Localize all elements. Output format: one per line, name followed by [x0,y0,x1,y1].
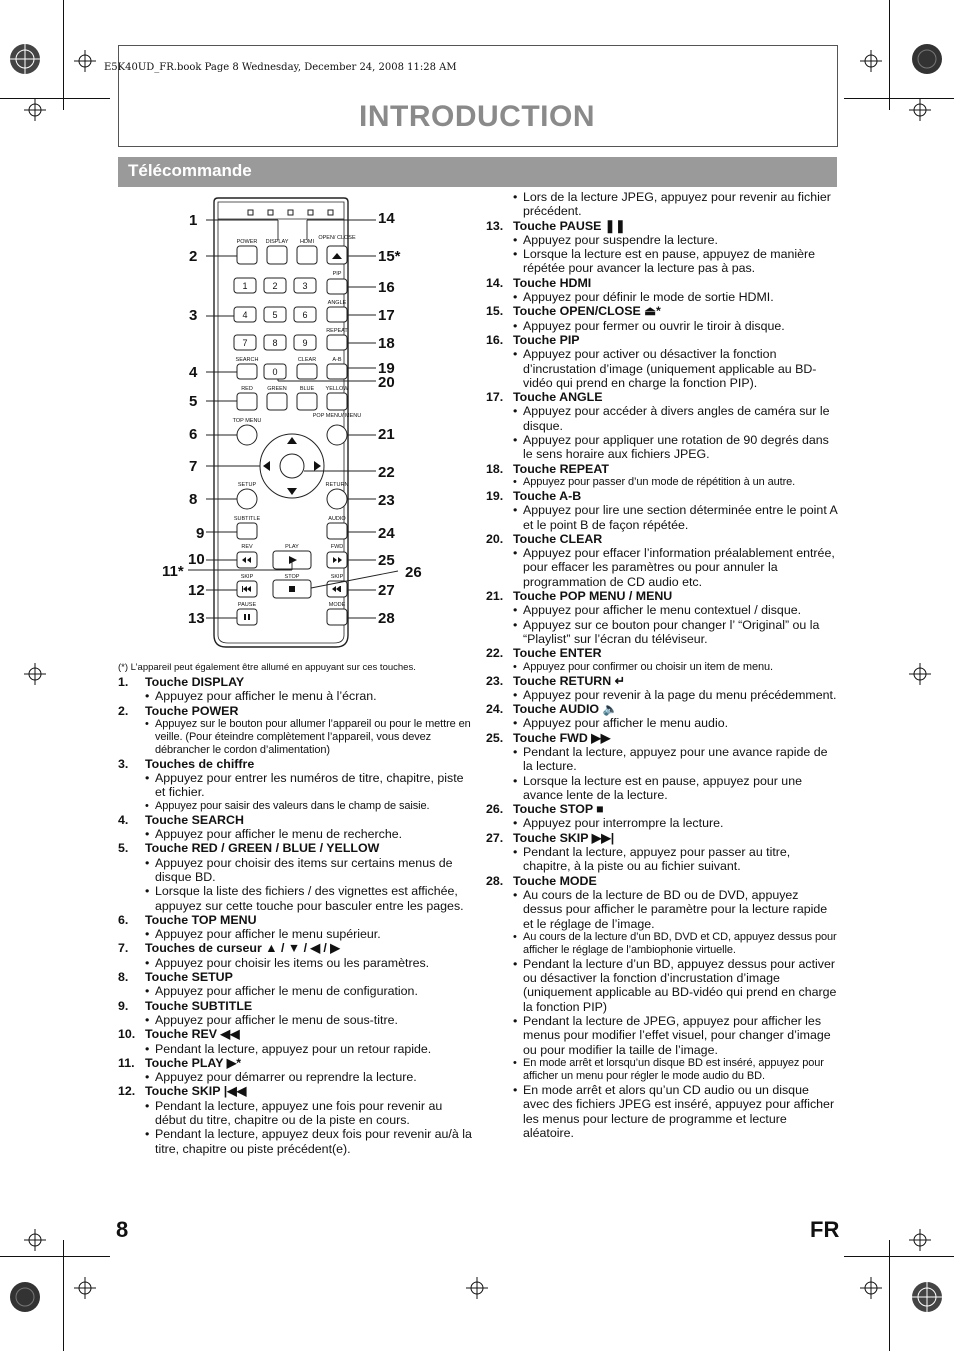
search-label: SEARCH [235,357,259,363]
crop-mark [844,1256,954,1257]
bullet-text: • Appuyez pour afficher le menu à l’écran. [145,689,473,703]
digit-1: 1 [242,281,248,291]
list-item [118,941,473,970]
item-title: Touches de chiffre [145,756,255,771]
list-item [118,841,473,912]
list-item [118,1027,473,1056]
section-title: Télécommande [128,161,252,180]
crosshair-mark-icon [860,1277,882,1299]
registration-target-icon [910,1280,944,1314]
list-item [118,813,473,842]
setup-label: SETUP [237,482,257,488]
item-number: 6. [118,912,129,927]
item-number: 3. [118,756,129,771]
left-column [118,675,473,1156]
top-menu-label: TOP MENU [232,418,262,424]
bullet-text: • Pendant la lecture, appuyez une fois pour revenir au début du titre, chapitre ou de la piste en cours. [145,1099,473,1128]
list-item [486,462,838,489]
bullet-text: • Appuyez pour afficher le menu contextuel / disque. [513,603,838,617]
bullet-text: • Appuyez pour choisir des items sur certains menus de disque BD. [145,856,473,885]
item-number: 21. [486,589,504,604]
list-item [486,304,838,333]
red-label: RED [241,386,253,392]
callout-left: 3 [189,307,198,324]
registration-target-icon [8,42,42,76]
callout-left: 12 [188,582,205,599]
list-item [118,999,473,1028]
digit-2: 2 [272,281,278,291]
item-heading [486,674,838,688]
list-item [486,831,838,874]
callout-right: 14 [378,210,395,227]
repeat-label: REPEAT [326,328,348,334]
power-label: POWER [236,239,258,245]
bullet-text: • Pendant la lecture d’un BD, appuyez dessus pour activer ou désactiver la fonction d’incrustation d’image (uniquement applicable au BD-vidéo qui prend en charge la fonction PIP) [513,957,838,1014]
digit-8: 8 [272,338,278,348]
stop-label: STOP [284,574,300,580]
crop-mark [844,98,954,99]
hdmi-label: HDMI [299,239,315,245]
list-item [486,702,838,731]
item-title: Touche DISPLAY [145,675,245,689]
callout-left: 2 [189,248,198,265]
skip-left-label: SKIP [240,574,254,580]
item-heading [118,841,473,855]
callout-right: 19 [378,360,395,377]
item-number: 23. [486,673,504,688]
item-heading [118,1027,473,1041]
callout-right: 26 [405,564,422,581]
bullet-text: • Appuyez pour interrompre la lecture. [513,816,838,830]
item-title: Touche FWD ▶▶ [513,730,611,745]
callout-left: 11* [162,563,184,580]
list-item [486,731,838,802]
item-heading [486,489,838,503]
crosshair-mark-icon [74,50,96,72]
item-title: Touche OPEN/CLOSE ⏏* [513,304,661,319]
item-number: 4. [118,812,129,827]
digit-4: 4 [242,310,248,320]
item-heading [118,675,473,689]
item-heading [118,704,473,718]
bullet-text: • Au cours de la lecture de BD ou de DVD, appuyez dessus pour afficher le paramètre pour la lecture rapide et le réglage de l’image. [513,888,838,931]
item-number: 28. [486,873,504,888]
bullet-text: • Appuyez pour revenir à la page du menu précédemment. [513,688,838,702]
list-item [486,674,838,703]
bullet-text: • Appuyez pour effacer l’information préalablement entrée, pour effacer les paramètres ou pour annuler la programmation de CD audio etc. [513,546,838,589]
crosshair-mark-icon [909,1229,931,1251]
callout-left: 10 [188,551,205,568]
list-item [486,276,838,305]
item-heading [118,941,473,955]
skip-right-label: SKIP [330,574,344,580]
item-number: 20. [486,531,504,546]
digit-9: 9 [302,338,308,348]
crosshair-mark-icon [860,50,882,72]
yellow-label: YELLOW [325,386,349,392]
item-heading [486,333,838,347]
item-heading [118,970,473,984]
list-item [486,190,838,219]
bullet-text: • Appuyez pour lire une section déterminée entre le point A et le point B de façon répétée. [513,503,838,532]
item-title: Touche POP MENU / MENU [513,589,673,604]
list-item [118,704,473,757]
item-number: 12. [118,1084,136,1099]
subtitle-label: SUBTITLE [233,516,261,522]
item-number: 15. [486,304,504,319]
item-number: 27. [486,830,504,845]
item-title: Touche PIP [513,332,580,347]
item-title: Touche SEARCH [145,812,244,827]
item-title: Touche RETURN ↵ [513,673,626,688]
list-item [486,802,838,831]
bullet-text: • Pendant la lecture, appuyez deux fois pour revenir au/à la titre, chapitre ou piste précédent(e). [145,1127,473,1156]
play-label: PLAY [285,544,299,550]
item-heading [118,913,473,927]
item-title: Touche SUBTITLE [145,998,253,1013]
bullet-text: • Appuyez pour afficher le menu de recherche. [145,827,473,841]
audio-label: AUDIO [328,516,346,522]
item-heading [486,731,838,745]
item-title: Touches de curseur ▲ / ▼ / ◀ / ▶ [145,941,340,956]
item-title: Touche TOP MENU [145,912,257,927]
item-title: Touche SKIP |◀◀ [145,1084,247,1099]
item-number: 2. [118,703,129,718]
callout-left: 6 [189,426,198,443]
item-heading [118,757,473,771]
callout-left: 4 [189,364,198,381]
return-label: RETURN [325,482,349,488]
clear-label: CLEAR [297,357,317,363]
fwd-label: FWD [330,544,344,550]
pop-menu-label: POP MENU/ MENU [312,413,362,419]
list-item [486,219,838,276]
item-number: 18. [486,461,504,476]
bullet-text: • Appuyez pour afficher le menu de configuration. [145,984,473,998]
item-number: 11. [118,1055,135,1070]
footnote: (*) L’appareil peut également être allumé en appuyant sur ces touches. [118,662,416,673]
pip-label: PIP [332,271,342,277]
crosshair-mark-icon [466,1277,488,1299]
callout-right: 20 [378,374,395,391]
bullet-text: • Appuyez pour afficher le menu de sous-titre. [145,1013,473,1027]
item-title: Touche AUDIO 🔈 [513,702,618,717]
crop-mark [0,98,110,99]
item-title: Touche A-B [513,488,582,503]
callout-left: 8 [189,491,198,508]
item-heading [486,532,838,546]
callout-right: 21 [378,426,395,443]
crop-mark [63,0,64,110]
bullet-text: • Appuyez sur le bouton pour allumer l’appareil ou pour le mettre en veille. (Pour éteindre complètement l’appareil, vous devez débrancher le cordon d’alimentation) [145,718,473,757]
callout-right: 22 [378,464,395,481]
mode-label: MODE [328,602,346,608]
page-number: 8 [116,1217,129,1242]
callout-left: 1 [189,212,198,229]
bullet-text: • Appuyez pour activer ou désactiver la fonction d’incrustation d’image (uniquement applicable au BD-vidéo qui prend en charge la fonction PIP). [513,347,838,390]
digit-3: 3 [302,281,308,291]
item-heading [118,1084,473,1098]
digit-0: 0 [272,367,278,377]
digit-5: 5 [272,310,278,320]
bullet-text: • En mode arrêt et lorsqu’un disque BD est inséré, appuyez pour afficher un menu pour régler le mode audio du BD. [513,1057,838,1083]
bullet-text: • Appuyez pour entrer les numéros de titre, chapitre, piste et fichier. [145,771,473,800]
item-number: 25. [486,730,504,745]
item-number: 5. [118,841,129,856]
list-item [486,874,838,1140]
item-heading [486,276,838,290]
item-title: Touche STOP ■ [513,802,604,817]
right-column [486,190,838,1140]
list-item [486,333,838,390]
list-item [486,390,838,461]
rev-label: REV [241,544,253,550]
list-item [486,532,838,589]
item-title: Touche MODE [513,873,597,888]
list-item [486,646,838,673]
item-number: 22. [486,646,504,661]
bullet-text: • Appuyez pour définir le mode de sortie HDMI. [513,290,838,304]
list-item [486,489,838,532]
item-heading [486,874,838,888]
registration-target-icon [8,1280,42,1314]
item-heading [486,702,838,716]
bullet-text: • Appuyez pour fermer ou ouvrir le tiroir à disque. [513,319,838,333]
item-number: 13. [486,218,504,233]
item-title: Touche REPEAT [513,461,609,476]
bullet-text: • Appuyez pour suspendre la lecture. [513,233,838,247]
item-title: Touche RED / GREEN / BLUE / YELLOW [145,841,380,856]
callout-left: 7 [189,458,198,475]
bullet-text: • Lorsque la liste des fichiers / des vignettes est affichée, appuyez sur cette touche pour basculer entre les pages. [145,884,473,913]
bullet-text: • Pendant la lecture, appuyez pour une avance rapide de la lecture. [513,745,838,774]
file-info: E5K40UD_FR.book Page 8 Wednesday, December 24, 2008 11:28 AM [104,62,457,73]
callout-left: 5 [189,393,198,410]
display-label: DISPLAY [265,239,289,245]
list-item [118,757,473,813]
callout-right: 15* [378,248,401,265]
list-item [486,589,838,646]
item-number: 9. [118,998,129,1013]
callout-right: 17 [378,307,395,324]
list-item [118,1084,473,1155]
item-heading [486,219,838,233]
item-number: 10. [118,1027,136,1042]
bullet-text: • Appuyez pour appliquer une rotation de 90 degrés dans le sens horaire aux fichiers JPEG. [513,433,838,462]
item-title: Touche ANGLE [513,390,603,405]
callout-right: 16 [378,279,395,296]
item-number: 24. [486,702,504,717]
bullet-text: • Appuyez pour démarrer ou reprendre la lecture. [145,1070,473,1084]
item-title: Touche REV ◀◀ [145,1027,240,1042]
item-heading [486,390,838,404]
bullet-text: • Pendant la lecture, appuyez pour un retour rapide. [145,1042,473,1056]
item-number: 19. [486,488,504,503]
crosshair-mark-icon [74,1277,96,1299]
blue-label: BLUE [299,386,315,392]
item-number: 16. [486,332,504,347]
bullet-text: • En mode arrêt et alors qu’un CD audio ou un disque avec des fichiers JPEG est inséré, appuyez pour afficher les menus pour lecture de programme et lecture aléatoire. [513,1083,838,1140]
item-number: 7. [118,941,129,956]
ab-label: A-B [332,357,342,363]
open-close-label: OPEN/ CLOSE [318,235,356,241]
item-number: 14. [486,275,504,290]
item-heading [118,999,473,1013]
bullet-text: • Appuyez pour saisir des valeurs dans le champ de saisie. [145,800,473,813]
item-title: Touche PAUSE ❚❚ [513,218,626,233]
registration-target-icon [910,42,944,76]
chapter-title: INTRODUCTION [359,100,595,133]
item-title: Touche SETUP [145,970,233,985]
bullet-text: • Appuyez sur ce bouton pour changer l’ “Original” ou la “Playlist” sur l’écran du téléviseur. [513,618,838,647]
green-label: GREEN [267,386,287,392]
item-title: Touche SKIP ▶▶| [513,830,615,845]
item-title: Touche ENTER [513,646,602,661]
item-heading [486,802,838,816]
bullet-text: • Lorsque la lecture est en pause, appuyez de manière répétée pour avancer la lecture pas à pas. [513,247,838,276]
crosshair-mark-icon [24,1229,46,1251]
digit-7: 7 [242,338,248,348]
callout-right: 28 [378,610,395,627]
callout-right: 18 [378,335,395,352]
callout-right: 24 [378,525,395,542]
callout-left: 13 [188,610,205,627]
bullet-text: • Appuyez pour passer d’un mode de répétition à un autre. [513,476,838,489]
item-number: 17. [486,390,504,405]
list-item [118,1056,473,1085]
item-heading [486,589,838,603]
bullet-text: • Appuyez pour afficher le menu audio. [513,716,838,730]
item-heading [486,646,838,660]
item-heading [486,831,838,845]
angle-label: ANGLE [327,300,347,306]
item-heading [118,813,473,827]
item-title: Touche POWER [145,703,239,718]
callout-right: 27 [378,582,395,599]
crosshair-mark-icon [24,663,46,685]
item-heading [118,1056,473,1070]
item-title: Touche CLEAR [513,531,603,546]
item-title: Touche PLAY ▶* [145,1055,242,1070]
bullet-text: • Lorsque la lecture est en pause, appuyez pour une avance lente de la lecture. [513,774,838,803]
pause-label: PAUSE [237,602,257,608]
bullet-text: • Appuyez pour afficher le menu supérieur. [145,927,473,941]
bullet-text: • Pendant la lecture de JPEG, appuyez pour afficher les menus pour modifier l’effet visuel, pour changer d’image ou pour modifier la taille de l’image. [513,1014,838,1057]
bullet-text: • Appuyez pour confirmer ou choisir un item de menu. [513,661,838,674]
crop-mark [889,0,890,110]
item-number: 26. [486,802,504,817]
item-heading [486,462,838,476]
item-heading [486,304,838,318]
callout-right: 25 [378,552,395,569]
bullet-text: • Lors de la lecture JPEG, appuyez pour revenir au fichier précédent. [513,190,838,219]
crop-mark [0,1256,110,1257]
digit-6: 6 [302,310,308,320]
page-language: FR [810,1217,840,1242]
bullet-text: • Pendant la lecture, appuyez pour passer au titre, chapitre, à la piste ou au fichier suivant. [513,845,838,874]
list-item [118,913,473,942]
callout-left: 9 [196,525,205,542]
list-item [118,970,473,999]
crosshair-mark-icon [909,663,931,685]
bullet-text: • Appuyez pour accéder à divers angles de caméra sur le disque. [513,404,838,433]
list-item [118,675,473,704]
item-title: Touche HDMI [513,275,592,290]
bullet-text: • Au cours de la lecture d’un BD, DVD et CD, appuyez dessus pour afficher le réglage de l’ambiophonie virtuelle. [513,931,838,957]
item-number: 1. [118,675,129,689]
callout-right: 23 [378,492,395,509]
item-number: 8. [118,970,129,985]
bullet-text: • Appuyez pour choisir les items ou les paramètres. [145,956,473,970]
